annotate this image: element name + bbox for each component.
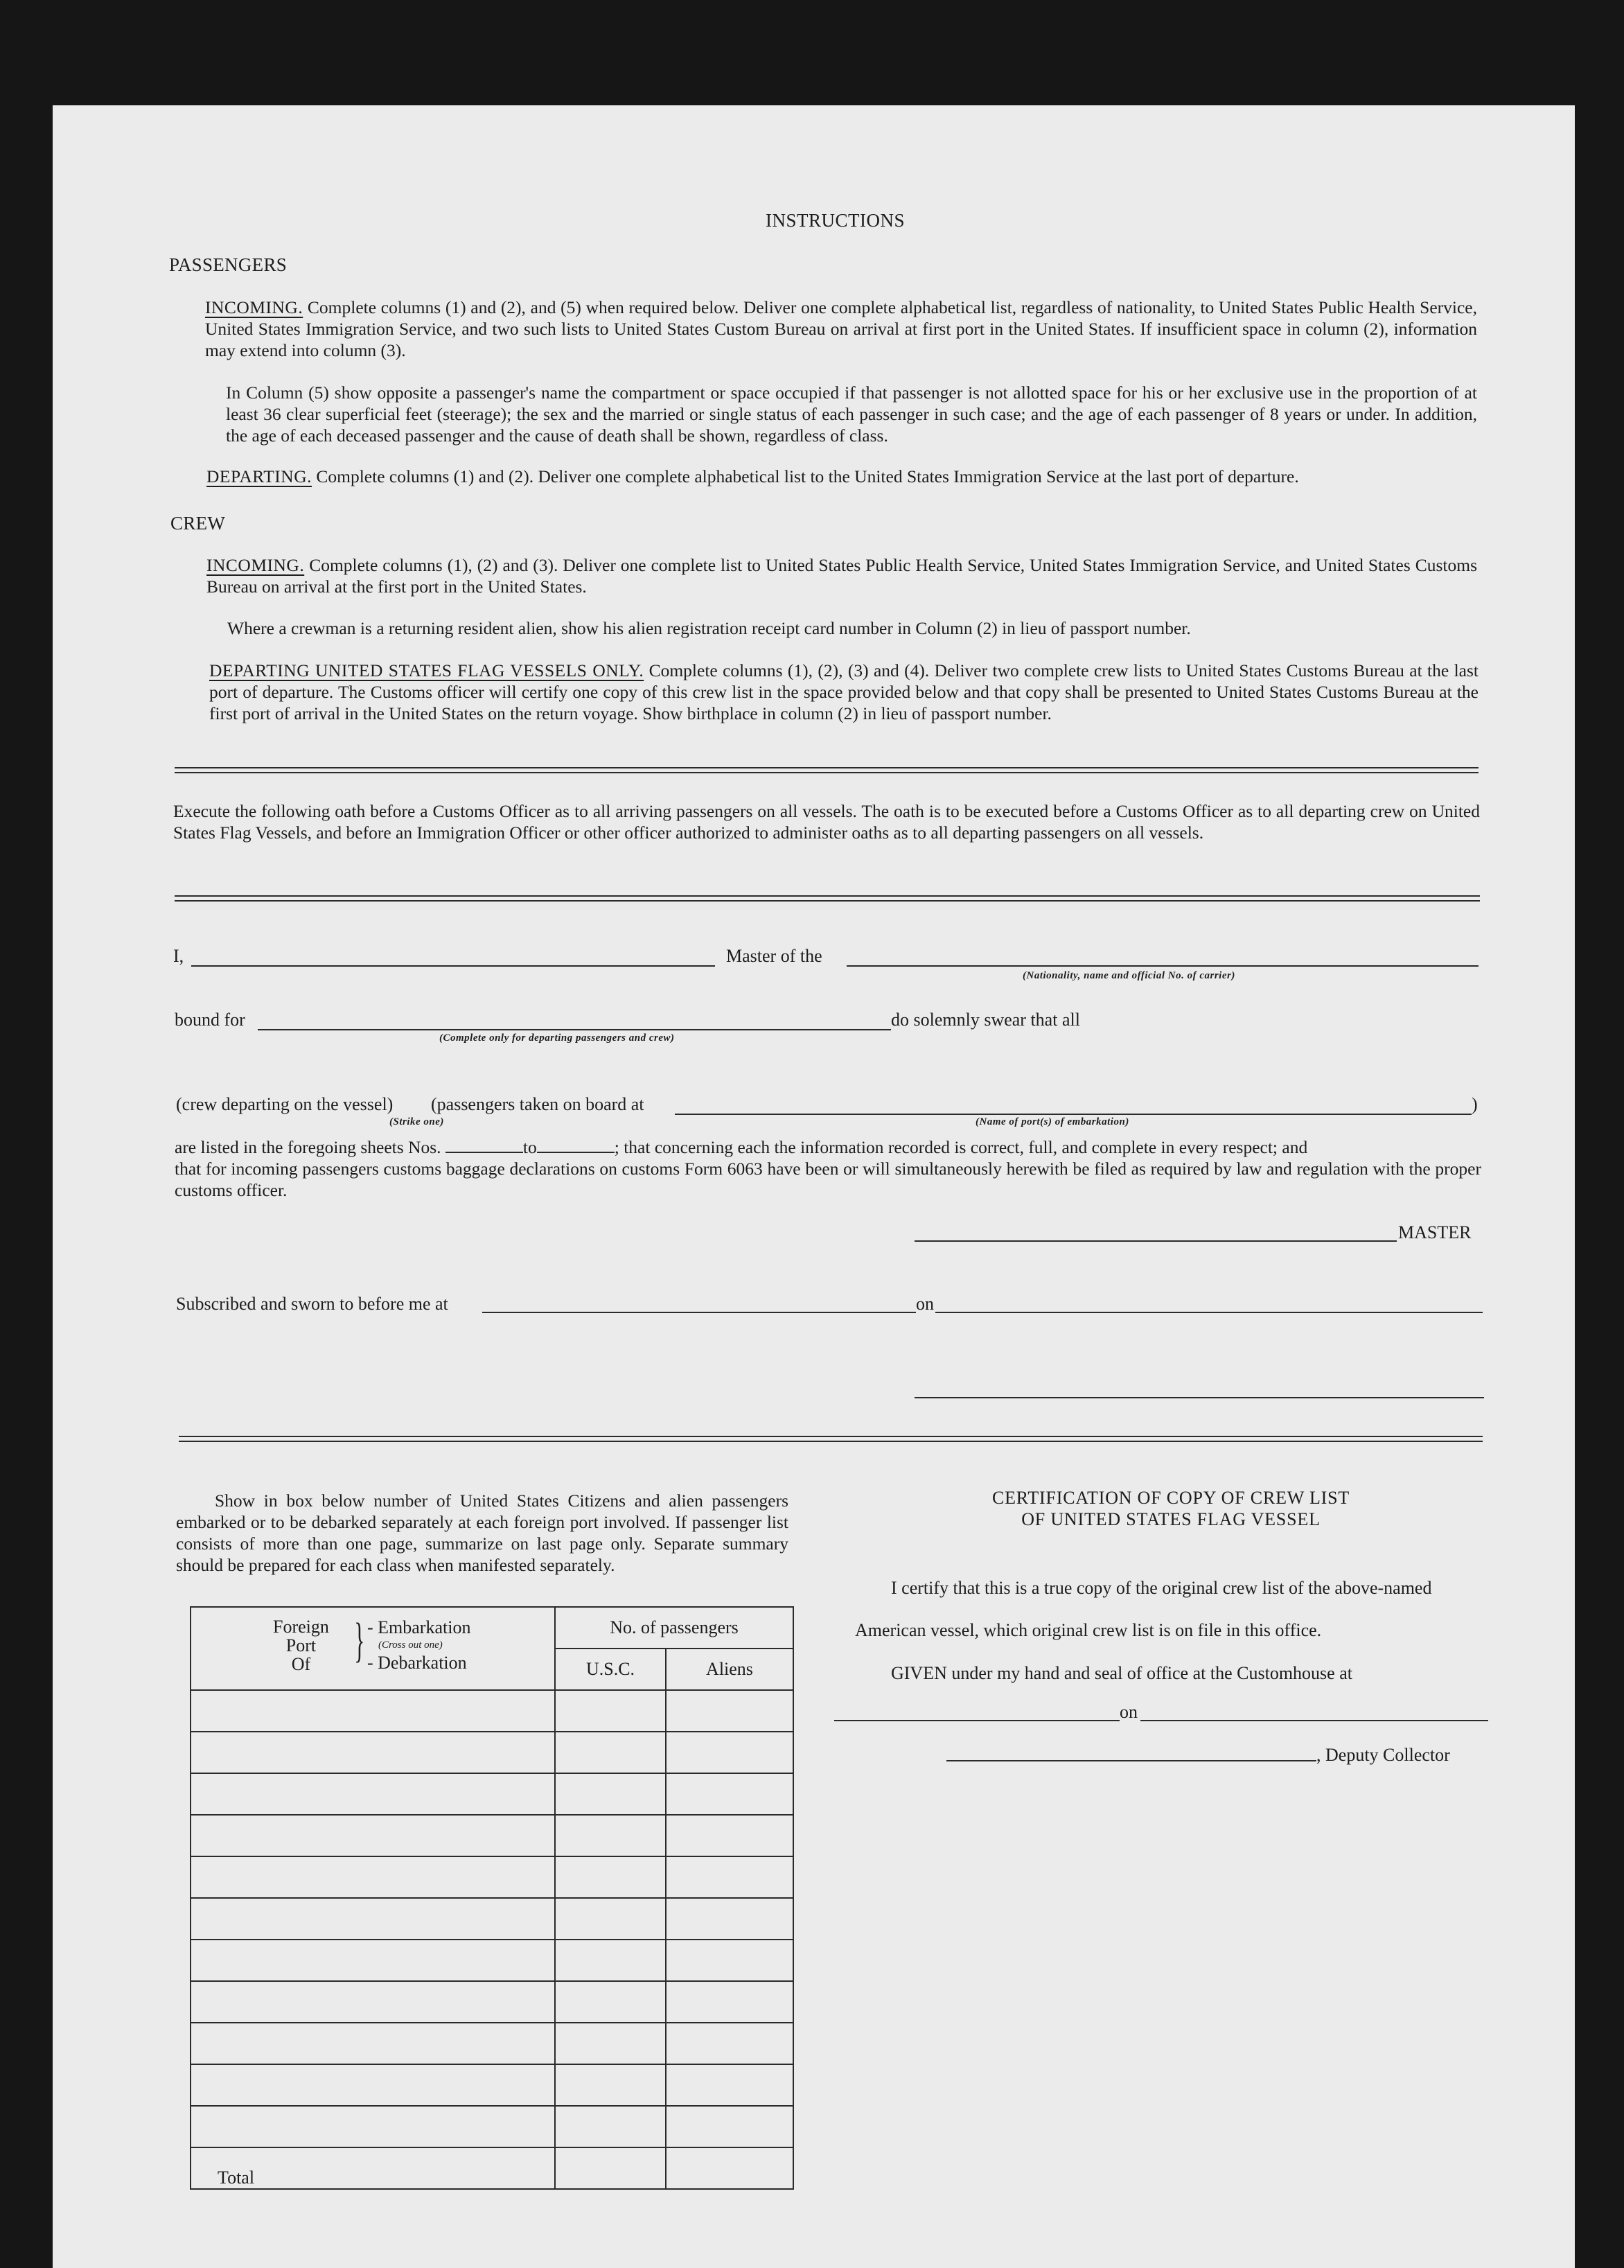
carrier-note: (Nationality, name and official No. of carrier) (1023, 970, 1235, 981)
resident-text: Where a crewman is a returning resident alien, show his alien registration receipt card number in Column (2) in lieu of passport number. (227, 618, 1191, 638)
departing-note: (Complete only for departing passengers and crew) (439, 1032, 675, 1044)
total-usc-cell[interactable] (555, 2147, 666, 2189)
deputy-signature-field[interactable] (946, 1760, 1316, 1761)
table-row (191, 1940, 793, 1981)
aliens-cell[interactable] (666, 1732, 793, 1773)
aliens-cell[interactable] (666, 1815, 793, 1856)
oath-intro: Execute the following oath before a Customs Officer as to all arriving passengers on all vessels. The oath is to be executed before a Customs Officer as to all departing crew on United States Flag Vessels, and before an Immigration Officer or other officer authorized to administer oaths as to all departing passengers on all vessels. (173, 801, 1480, 843)
sheet-from-field[interactable] (445, 1138, 523, 1153)
table-row (191, 1981, 793, 2023)
port-header-cell (191, 1607, 555, 1690)
table-row (191, 1898, 793, 1940)
aliens-cell[interactable] (666, 1690, 793, 1732)
listed-text-a: are listed in the foregoing sheets Nos. (175, 1137, 441, 1157)
aliens-header: Aliens (666, 1649, 793, 1690)
no-passengers-header: No. of passengers (555, 1607, 793, 1649)
bound-for-field[interactable] (258, 1029, 891, 1030)
page-title: INSTRUCTIONS (766, 210, 906, 231)
aliens-cell[interactable] (666, 2064, 793, 2106)
table-row (191, 1815, 793, 1856)
usc-cell[interactable] (555, 2023, 666, 2064)
aliens-cell[interactable] (666, 1940, 793, 1981)
port-cell[interactable] (191, 1732, 555, 1773)
usc-cell[interactable] (555, 2106, 666, 2147)
cert-line1: I certify that this is a true copy of the original crew list of the above-named (891, 1578, 1432, 1598)
foreign-label: Foreign (273, 1617, 329, 1637)
port-cell[interactable] (191, 2106, 555, 2147)
aliens-cell[interactable] (666, 1856, 793, 1898)
crew-heading: CREW (170, 513, 226, 534)
carrier-field[interactable] (847, 965, 1479, 967)
debarkation-option[interactable]: - Debarkation (367, 1653, 467, 1673)
usc-cell[interactable] (555, 1981, 666, 2023)
port-label: Port (285, 1635, 317, 1655)
crew-departing-option[interactable]: (crew departing on the vessel) (176, 1094, 394, 1114)
departing-lead: DEPARTING. (206, 466, 312, 486)
table-row (191, 2023, 793, 2064)
port-cell[interactable] (191, 1773, 555, 1815)
table-row (191, 1856, 793, 1898)
swear-text: do solemnly swear that all (891, 1010, 1080, 1030)
column5-text: In Column (5) show opposite a passenger's name the compartment or space occupied if that passenger is not allotted space for his or her exclusive use in the proportion of at least 36 clear superficial feet (steerage); the sex and the married or single status of each passenger in such case; and the age of each passenger of 8 years or under. In addition, the age of each deceased passenger and the cause of death shall be shown, regardless of class. (226, 383, 1477, 446)
master-of-the-label: Master of the (726, 946, 822, 966)
certification-title-line1: CERTIFICATION OF COPY OF CREW LIST (991, 1488, 1350, 1508)
certification-title (831, 1487, 1510, 1530)
officer-signature-field[interactable] (915, 1397, 1484, 1398)
listed-text-c: that for incoming passengers customs baggage declarations on customs Form 6063 have been or will simultaneously herewith be filed as required by law and regulation with the proper customs officer. (175, 1159, 1481, 1200)
divider (175, 895, 1480, 902)
port-cell[interactable] (191, 1981, 555, 2023)
brace-icon: } (354, 1614, 365, 1667)
total-cell (191, 2147, 555, 2189)
subscribed-label: Subscribed and sworn to before me at (176, 1294, 448, 1314)
usc-cell[interactable] (555, 1940, 666, 1981)
crew-incoming-lead: INCOMING. (206, 555, 305, 575)
embarkation-option[interactable]: - Embarkation (367, 1617, 471, 1637)
incoming-lead: INCOMING. (205, 297, 303, 317)
usc-cell[interactable] (555, 1898, 666, 1940)
listed-text-b: ; that concerning each the information recorded is correct, full, and complete in every respect; and (614, 1137, 1308, 1157)
listed-line (175, 1136, 1481, 1158)
master-signature-field[interactable] (915, 1240, 1397, 1242)
usc-cell[interactable] (555, 1690, 666, 1732)
oath-intro-block (173, 800, 1480, 843)
table-row (191, 2064, 793, 2106)
sworn-on-label: on (916, 1294, 934, 1314)
bound-for-label: bound for (175, 1010, 245, 1030)
divider (179, 1436, 1483, 1442)
cert-on-label: on (1120, 1702, 1138, 1722)
passengers-heading: PASSENGERS (169, 254, 288, 275)
crew-departing-text: Complete columns (1), (2), (3) and (4). Deliver two complete crew lists to United States Customs Bureau at the last port of departure. The Customs officer will certify one copy of this crew list in the space provided below and that copy shall be presented to United States Customs Bureau at the first port of arrival in the United States on the return voyage. Show birthplace in column (2) in lieu of passport number. (209, 660, 1479, 723)
listed-line-2 (175, 1158, 1481, 1201)
port-cell[interactable] (191, 1815, 555, 1856)
listed-to: to (522, 1137, 537, 1157)
table-row (191, 1690, 793, 1732)
table-row (191, 1773, 793, 1815)
total-aliens-cell[interactable] (666, 2147, 793, 2189)
usc-header: U.S.C. (555, 1649, 666, 1690)
port-cell[interactable] (191, 1940, 555, 1981)
table-row (191, 1732, 793, 1773)
usc-cell[interactable] (555, 2064, 666, 2106)
total-label: Total (218, 2168, 255, 2188)
usc-cell[interactable] (555, 1732, 666, 1773)
divider (175, 767, 1479, 773)
ports-note: (Name of port(s) of embarkation) (976, 1116, 1129, 1127)
cert-date-field[interactable] (1140, 1720, 1488, 1721)
embarkation-port-field[interactable] (675, 1114, 1472, 1115)
crew-resident-block (227, 617, 1479, 639)
passengers-departing-block (206, 466, 1477, 487)
i-label: I, (173, 946, 184, 966)
master-label: MASTER (1398, 1222, 1472, 1242)
aliens-cell[interactable] (666, 1773, 793, 1815)
usc-cell[interactable] (555, 1773, 666, 1815)
port-cell[interactable] (191, 1898, 555, 1940)
sworn-date-field[interactable] (935, 1312, 1483, 1313)
usc-cell[interactable] (555, 1815, 666, 1856)
port-cell[interactable] (191, 1690, 555, 1732)
of-label: Of (291, 1654, 311, 1674)
port-cell[interactable] (191, 2064, 555, 2106)
cross-out-note: (Cross out one) (378, 1640, 443, 1651)
master-name-field[interactable] (191, 965, 715, 967)
aliens-cell[interactable] (666, 1898, 793, 1940)
aliens-cell[interactable] (666, 1981, 793, 2023)
passengers-incoming-text: Complete columns (1) and (2), and (5) when required below. Deliver one complete alphabetical list, regardless of nationality, to United States Public Health Service, United States Immigration Service, and two such lists to United States Custom Bureau on arrival at first port in the United States. If insufficient space in column (2), information may extend into column (3). (205, 297, 1478, 360)
aliens-cell[interactable] (666, 2023, 793, 2064)
table-row (191, 2106, 793, 2147)
usc-cell[interactable] (555, 1856, 666, 1898)
sheet-to-field[interactable] (537, 1138, 615, 1153)
summary-instruction-block (176, 1490, 788, 1576)
passengers-taken-option[interactable]: (passengers taken on board at (431, 1094, 644, 1114)
customhouse-field[interactable] (834, 1720, 1120, 1721)
port-cell[interactable] (191, 2023, 555, 2064)
passenger-summary-table (190, 1606, 794, 2190)
sworn-place-field[interactable] (482, 1312, 916, 1313)
crew-incoming-text: Complete columns (1), (2) and (3). Deliver one complete list to United States Public Health Service, United States Immigration Service, and United States Customs Bureau on arrival at the first port in the United States. (206, 555, 1478, 597)
port-cell[interactable] (191, 1856, 555, 1898)
aliens-cell[interactable] (666, 2106, 793, 2147)
crew-incoming-block (206, 554, 1477, 597)
deputy-label: , Deputy Collector (1316, 1745, 1450, 1765)
passengers-column5-block (226, 382, 1477, 446)
crew-departing-block (209, 660, 1479, 724)
cert-line2: American vessel, which original crew list is on file in this office. (855, 1620, 1322, 1640)
close-paren: ) (1472, 1094, 1478, 1114)
strike-note: (Strike one) (389, 1116, 444, 1127)
certification-title-line2: OF UNITED STATES FLAG VESSEL (1021, 1509, 1321, 1529)
passengers-incoming-block (205, 297, 1477, 361)
summary-instruction: Show in box below number of United States Citizens and alien passengers embarked or to be debarked separately at each foreign port involved. If passenger list consists of more than one page, summarize on last page only. Separate summary should be prepared for each class when manifested separately. (176, 1491, 788, 1575)
passengers-departing-text: Complete columns (1) and (2). Deliver one complete alphabetical list to the United States Immigration Service at the last port of departure. (316, 466, 1299, 486)
cert-line3: GIVEN under my hand and seal of office at the Customhouse at (891, 1663, 1352, 1683)
crew-departing-lead: DEPARTING UNITED STATES FLAG VESSELS ONLY. (209, 660, 644, 680)
